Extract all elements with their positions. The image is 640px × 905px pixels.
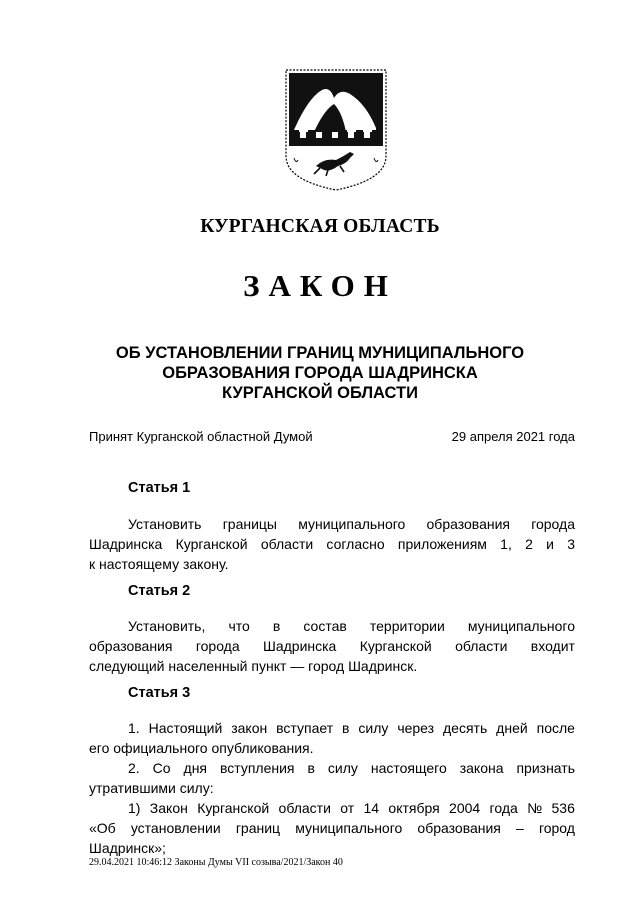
text-line [89, 818, 575, 838]
word: в [307, 760, 315, 776]
word: 1. [128, 720, 140, 736]
text-line [89, 798, 575, 818]
word: от [340, 800, 355, 816]
word: Курганской [359, 638, 432, 654]
word: Установить [128, 516, 202, 532]
law-title-line: КУРГАНСКОЙ ОБЛАСТИ [222, 384, 418, 402]
word: 14 [363, 800, 380, 816]
text-line [89, 738, 575, 758]
text-line [89, 554, 575, 574]
word: дня [183, 760, 208, 776]
text-line [89, 534, 575, 554]
word: – [516, 820, 524, 836]
word: Курганской [175, 536, 248, 552]
word: 2. [128, 760, 140, 776]
word: закон [231, 720, 268, 736]
word: десять [443, 720, 488, 736]
word: закона [459, 760, 504, 776]
word: города [531, 516, 575, 532]
word: утратившими силу: [89, 780, 214, 796]
text-line [89, 514, 575, 534]
word: территории [369, 618, 445, 634]
article-1-text [89, 514, 575, 574]
law-title [0, 343, 640, 403]
word: октября [388, 800, 440, 816]
adopted-by: Принят Курганской областной Думой [89, 429, 313, 444]
word: приложениям [397, 536, 487, 552]
word: Закон [149, 800, 188, 816]
word: город [538, 820, 575, 836]
word: силу [358, 720, 389, 736]
text-line [89, 616, 575, 636]
text-line [89, 758, 575, 778]
word: Установить, [128, 618, 206, 634]
word: образования [89, 638, 173, 654]
adoption-info [89, 429, 575, 444]
word: 536 [551, 800, 575, 816]
word: к настоящему закону. [89, 556, 229, 572]
text-line [89, 656, 575, 676]
word: согласно [326, 536, 385, 552]
article-1-heading: Статья 1 [128, 480, 191, 496]
article-3-text [89, 718, 575, 858]
footer-stamp: 29.04.2021 10:46:12 Законы Думы VII созыва/2021/Закон 40 [89, 857, 343, 868]
word: установлении [130, 820, 221, 836]
article-3-heading: Статья 3 [128, 685, 191, 701]
word: образования [426, 516, 510, 532]
word: «Об [89, 820, 116, 836]
article-2-heading: Статья 2 [128, 583, 191, 599]
word: настоящего [370, 760, 447, 776]
word: в [342, 720, 350, 736]
word: 1) [128, 800, 141, 816]
word: 2 [525, 536, 533, 552]
word: 2004 [449, 800, 481, 816]
region-heading: КУРГАНСКАЯ ОБЛАСТЬ [200, 216, 440, 237]
word: следующий населенный пункт — город Шадринск. [89, 658, 418, 674]
word: образования [417, 820, 501, 836]
text-line [89, 778, 575, 798]
word: его официального опубликования. [89, 740, 314, 756]
word: признать [516, 760, 575, 776]
word: Шадринска [89, 536, 163, 552]
word: силу [327, 760, 358, 776]
word: и [546, 536, 554, 552]
law-title-line: ОБ УСТАНОВЛЕНИИ ГРАНИЦ МУНИЦИПАЛЬНОГО [115, 344, 525, 362]
word: города [195, 638, 240, 654]
law-title-line: ОБРАЗОВАНИЯ ГОРОДА ШАДРИНСКА [162, 364, 478, 382]
word: муниципального [298, 516, 406, 532]
word: 3 [567, 536, 575, 552]
word: границ [235, 820, 281, 836]
coat-of-arms-emblem [284, 68, 388, 192]
word: после [536, 720, 575, 736]
word: в [272, 618, 281, 634]
word: области [260, 536, 314, 552]
adopted-date: 29 апреля 2021 года [451, 429, 575, 444]
word: Шадринска [263, 638, 337, 654]
word: что [228, 618, 250, 634]
word: вступает [276, 720, 334, 736]
word: Настоящий [148, 720, 223, 736]
word: границы [222, 516, 277, 532]
word: Со [152, 760, 171, 776]
text-line [89, 636, 575, 656]
word: входит [530, 638, 575, 654]
article-2-text [89, 616, 575, 676]
text-line [89, 718, 575, 738]
word: области [455, 638, 508, 654]
word: состав [303, 618, 347, 634]
text-line [89, 838, 575, 858]
word: муниципального [467, 618, 575, 634]
word: дней [496, 720, 528, 736]
word: муниципального [295, 820, 403, 836]
word: области [278, 800, 331, 816]
word: 1, [500, 536, 512, 552]
word: года [489, 800, 518, 816]
word: через [397, 720, 435, 736]
word: Курганской [197, 800, 270, 816]
word: № [527, 800, 543, 816]
word: Шадринск»; [89, 840, 166, 856]
document-type-heading: ЗАКОН [243, 268, 397, 303]
word: вступления [219, 760, 295, 776]
